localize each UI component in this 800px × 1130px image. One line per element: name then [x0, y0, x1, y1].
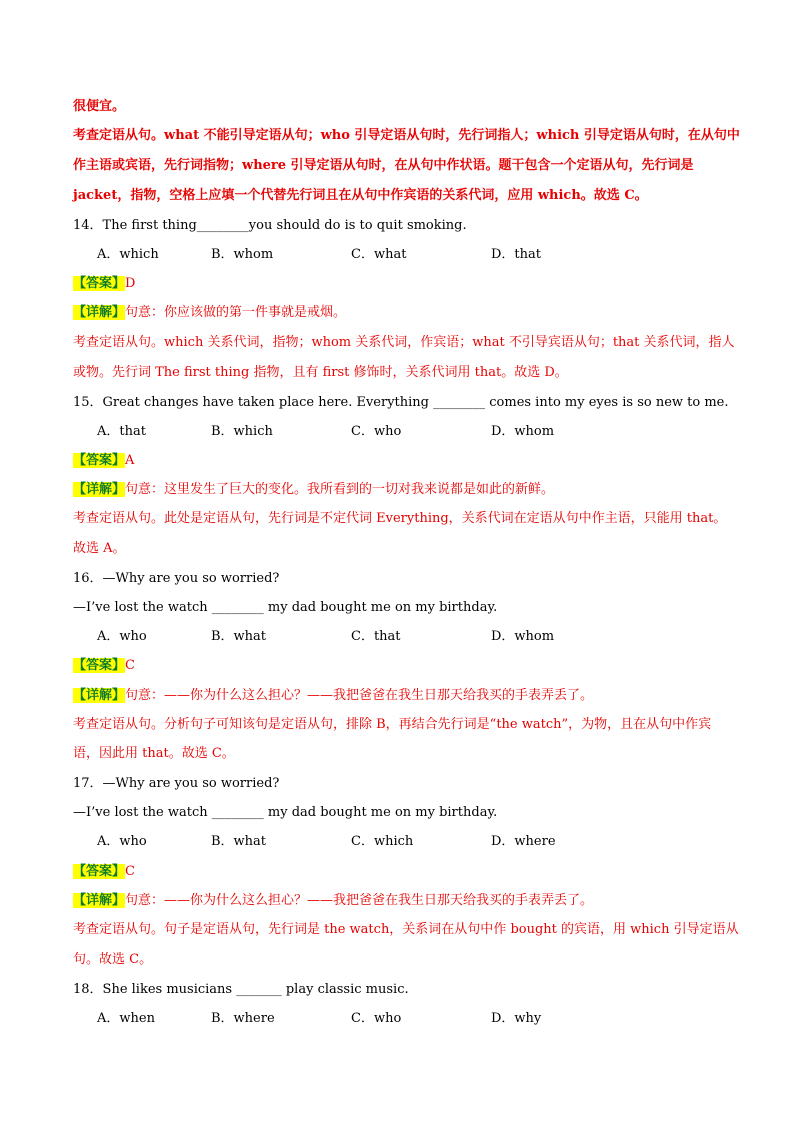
answer-value: C — [125, 658, 135, 673]
detail-line — [73, 481, 554, 499]
answer-label: 【答案】 — [73, 864, 126, 879]
option-b: B．whom — [211, 247, 274, 262]
option-d: D．that — [491, 247, 541, 262]
question-stem: 17．—Why are you so worried? — [73, 776, 280, 791]
explanation-line: 句。故选 C。 — [73, 952, 153, 967]
option-c: C．who — [351, 424, 402, 439]
explanation-line: 考查定语从句。what 不能引导定语从句；who 引导定语从句时，先行词指人；which 引导定语从句时，在从句中 — [73, 128, 740, 143]
option-b: B．what — [211, 834, 267, 849]
option-a: A．who — [97, 834, 147, 849]
question-stem: 15．Great changes have taken place here. Everything ________ comes into my eyes is so new to me. — [73, 395, 729, 410]
explanation-line: 作主语或宾语，先行词指物；where 引导定语从句时，在从句中作状语。题干包含一个定语从句，先行词是 — [73, 158, 694, 173]
sentence-meaning: 句意：——你为什么这么担心？——我把爸爸在我生日那天给我买的手表弄丢了。 — [125, 893, 594, 908]
explanation-line: 考查定语从句。句子是定语从句，先行词是 the watch，关系词在从句中作 bought 的宾语，用 which 引导定语从 — [73, 922, 739, 937]
question-stem-2: —I’ve lost the watch ________ my dad bought me on my birthday. — [73, 600, 498, 615]
answer-line — [73, 657, 135, 675]
answer-label: 【答案】 — [73, 453, 126, 468]
option-a: A．who — [97, 629, 147, 644]
option-b: B．which — [211, 424, 273, 439]
detail-line — [73, 892, 593, 910]
option-c: C．that — [351, 629, 401, 644]
detail-label: 【详解】 — [73, 305, 126, 320]
answer-line — [73, 452, 134, 470]
detail-label: 【详解】 — [73, 893, 126, 908]
option-b: B．what — [211, 629, 267, 644]
option-b: B．where — [211, 1011, 275, 1026]
detail-label: 【详解】 — [73, 482, 126, 497]
option-a: A．when — [97, 1011, 155, 1026]
detail-line — [73, 304, 346, 322]
explanation-line: 或物。先行词 The first thing 指物，且有 first 修饰时，关系代词用 that。故选 D。 — [73, 365, 568, 380]
answer-line — [73, 275, 135, 293]
option-d: D．where — [491, 834, 556, 849]
detail-line — [73, 687, 593, 705]
question-stem-2: —I’ve lost the watch ________ my dad bought me on my birthday. — [73, 805, 498, 820]
explanation-line: 故选 A。 — [73, 541, 126, 556]
answer-value: C — [125, 864, 135, 879]
option-d: D．whom — [491, 629, 555, 644]
answer-line — [73, 863, 135, 881]
option-c: C．who — [351, 1011, 402, 1026]
option-c: C．what — [351, 247, 407, 262]
sentence-meaning: 句意：——你为什么这么担心？——我把爸爸在我生日那天给我买的手表弄丢了。 — [125, 688, 594, 703]
sentence-meaning: 句意：你应该做的第一件事就是戒烟。 — [125, 305, 347, 320]
answer-value: D — [125, 276, 136, 291]
option-d: D．why — [491, 1011, 542, 1026]
explanation-line: 考查定语从句。此处是定语从句，先行词是不定代词 Everything，关系代词在定语从句中作主语，只能用 that。 — [73, 511, 727, 526]
question-stem: 18．She likes musicians _______ play classic music. — [73, 982, 409, 997]
explanation-line: 考查定语从句。分析句子可知该句是定语从句，排除 B，再结合先行词是“the watch”，为物，且在从句中作宾 — [73, 717, 712, 732]
explanation-line: 语，因此用 that。故选 C。 — [73, 746, 235, 761]
explanation-line: jacket，指物，空格上应填一个代替先行词且在从句中作宾语的关系代词，应用 which。故选 C。 — [73, 188, 648, 203]
explanation-line: 考查定语从句。which 关系代词，指物；whom 关系代词，作宾语；what 不引导宾语从句；that 关系代词，指人 — [73, 335, 735, 350]
question-stem: 16．—Why are you so worried? — [73, 571, 280, 586]
option-c: C．which — [351, 834, 414, 849]
answer-value: A — [125, 453, 135, 468]
answer-label: 【答案】 — [73, 658, 126, 673]
explanation-line: 很便宜。 — [73, 99, 126, 114]
option-a: A．that — [97, 424, 146, 439]
sentence-meaning: 句意：这里发生了巨大的变化。我所看到的一切对我来说都是如此的新鲜。 — [125, 482, 555, 497]
question-stem: 14．The first thing________you should do is to quit smoking. — [73, 218, 467, 233]
answer-label: 【答案】 — [73, 276, 126, 291]
option-d: D．whom — [491, 424, 555, 439]
detail-label: 【详解】 — [73, 688, 126, 703]
option-a: A．which — [97, 247, 159, 262]
